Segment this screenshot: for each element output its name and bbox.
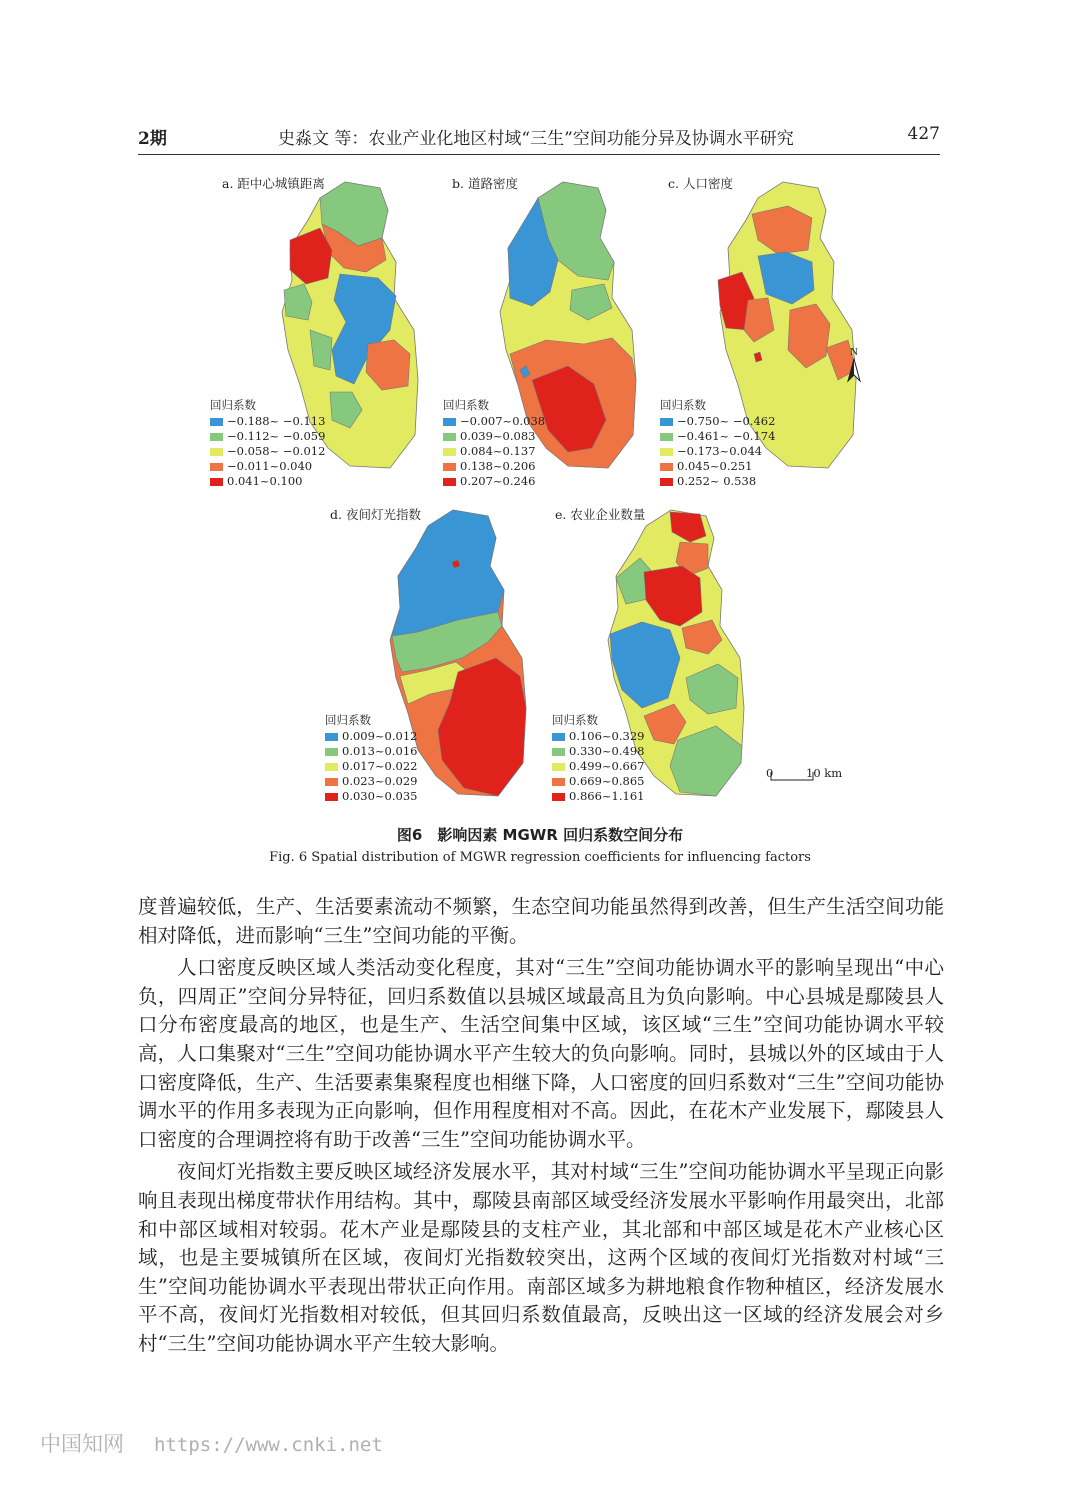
legend-item	[325, 789, 417, 804]
panel-a-title: a. 距中心城镇距离	[222, 176, 325, 191]
legend-item	[660, 444, 775, 459]
legend-title: 回归系数	[443, 398, 489, 412]
legend-label: −0.750~ −0.462	[677, 414, 776, 428]
legend-title: 回归系数	[210, 398, 256, 412]
scale-bar	[766, 766, 856, 796]
legend-item	[325, 774, 417, 789]
north-label: N	[850, 346, 858, 358]
legend-item	[660, 474, 775, 489]
panel-c-title: c. 人口密度	[668, 176, 733, 191]
figure-6	[0, 160, 1080, 820]
watermark-url: https://www.cnki.net	[154, 1434, 383, 1456]
legend-item	[210, 414, 325, 429]
legend-label: 0.084~0.137	[460, 444, 536, 458]
legend-label: 0.252~ 0.538	[677, 474, 757, 488]
legend-item	[210, 429, 325, 444]
legend-item	[443, 429, 545, 444]
legend-label: −0.011~0.040	[227, 459, 313, 473]
legend-label: 0.499~0.667	[569, 759, 645, 773]
legend-item	[552, 759, 644, 774]
paragraph: 人口密度反映区域人类活动变化程度，其对“三生”空间功能协调水平的影响呈现出“中心负，四周正”空间分异特征，回归系数值以县城区域最高且为负向影响。中心县城是鄢陵县人口分布密度最高的地区，也是生产、生活空间集中区域，该区域“三生”空间功能协调水平较高，人口集聚对“三生”空间功能协调水平产生较大的负向影响。同时，县城以外的区域由于人口密度降低，生产、生活要素集聚程度也相继下降，人口密度的回归系数对“三生”空间功能协调水平的作用多表现为正向影响，但作用程度相对不高。因此，在花木产业发展下，鄢陵县人口密度的合理调控将有助于改善“三生”空间功能协调水平。	[138, 956, 944, 1151]
legend-label: −0.112~ −0.059	[227, 429, 326, 443]
panel-b-title: b. 道路密度	[452, 176, 518, 191]
panel-d-legend	[325, 713, 417, 804]
scale-length: 10 km	[806, 766, 843, 780]
legend-item	[443, 444, 545, 459]
running-title: 史淼文 等：农业产业化地区村域“三生”空间功能分异及协调水平研究	[278, 129, 794, 149]
legend-label: 0.669~0.865	[569, 774, 645, 788]
legend-title: 回归系数	[552, 713, 598, 727]
legend-item	[660, 414, 775, 429]
watermark-cn: 中国知网	[40, 1432, 124, 1456]
legend-item	[210, 444, 325, 459]
legend-label: −0.173~0.044	[677, 444, 763, 458]
legend-item	[660, 429, 775, 444]
legend-label: 0.030~0.035	[342, 789, 418, 803]
legend-label: 0.009~0.012	[342, 729, 418, 743]
legend-item	[552, 789, 644, 804]
legend-item	[552, 744, 644, 759]
legend-item	[210, 474, 325, 489]
figure-caption-cn: 图6 影响因素 MGWR 回归系数空间分布	[396, 826, 684, 844]
legend-title: 回归系数	[660, 398, 706, 412]
running-header	[138, 124, 940, 155]
legend-label: −0.188~ −0.113	[227, 414, 326, 428]
legend-item	[443, 459, 545, 474]
paragraph: 夜间灯光指数主要反映区域经济发展水平，其对村域“三生”空间功能协调水平呈现正向影响且表现出梯度带状作用结构。其中，鄢陵县南部区域受经济发展水平影响作用最突出，北部和中部区域相对较弱。花木产业是鄢陵县的支柱产业，其北部和中部区域是花木产业核心区域，也是主要城镇所在区域，夜间灯光指数较突出，这两个区域的夜间灯光指数对村域“三生”空间功能协调水平表现出带状正向作用。南部区域多为耕地粮食作物种植区，经济发展水平不高，夜间灯光指数相对较低，但其回归系数值最高，反映出这一区域的经济发展会对乡村“三生”空间功能协调水平产生较大影响。	[138, 1160, 944, 1355]
legend-label: 0.138~0.206	[460, 459, 536, 473]
legend-label: 0.017~0.022	[342, 759, 418, 773]
panel-b-legend	[443, 398, 545, 489]
legend-item	[443, 414, 545, 429]
paragraph: 度普遍较低，生产、生活要素流动不频繁，生态空间功能虽然得到改善，但生产生活空间功能相对降低，进而影响“三生”空间功能的平衡。	[138, 895, 944, 947]
page-number: 427	[907, 124, 940, 144]
panel-d-title: d. 夜间灯光指数	[330, 507, 421, 522]
legend-label: 0.045~0.251	[677, 459, 753, 473]
legend-item	[325, 744, 417, 759]
panel-c-legend	[660, 398, 775, 489]
legend-item	[660, 459, 775, 474]
legend-label: −0.058~ −0.012	[227, 444, 326, 458]
legend-item	[552, 729, 644, 744]
issue-number: 2期	[138, 129, 167, 149]
legend-label: 0.013~0.016	[342, 744, 418, 758]
legend-label: 0.039~0.083	[460, 429, 536, 443]
legend-label: −0.461~ −0.174	[677, 429, 776, 443]
legend-label: 0.330~0.498	[569, 744, 645, 758]
legend-label: 0.106~0.329	[569, 729, 645, 743]
legend-label: 0.041~0.100	[227, 474, 303, 488]
legend-label: 0.023~0.029	[342, 774, 418, 788]
legend-item	[210, 459, 325, 474]
scale-zero: 0	[766, 766, 774, 780]
legend-item	[443, 474, 545, 489]
legend-item	[552, 774, 644, 789]
legend-title: 回归系数	[325, 713, 371, 727]
legend-item	[325, 729, 417, 744]
legend-label: 0.207~0.246	[460, 474, 536, 488]
figure-caption-en: Fig. 6 Spatial distribution of MGWR regression coefficients for influencing factors	[269, 850, 811, 865]
panel-e-legend	[552, 713, 644, 804]
legend-label: −0.007~0.038	[460, 414, 546, 428]
body-text	[138, 893, 944, 1363]
panel-a-legend	[210, 398, 325, 489]
watermark	[40, 1428, 383, 1458]
north-arrow-icon	[842, 345, 866, 385]
panel-e-title: e. 农业企业数量	[555, 507, 646, 522]
legend-label: 0.866~1.161	[569, 789, 645, 803]
legend-item	[325, 759, 417, 774]
